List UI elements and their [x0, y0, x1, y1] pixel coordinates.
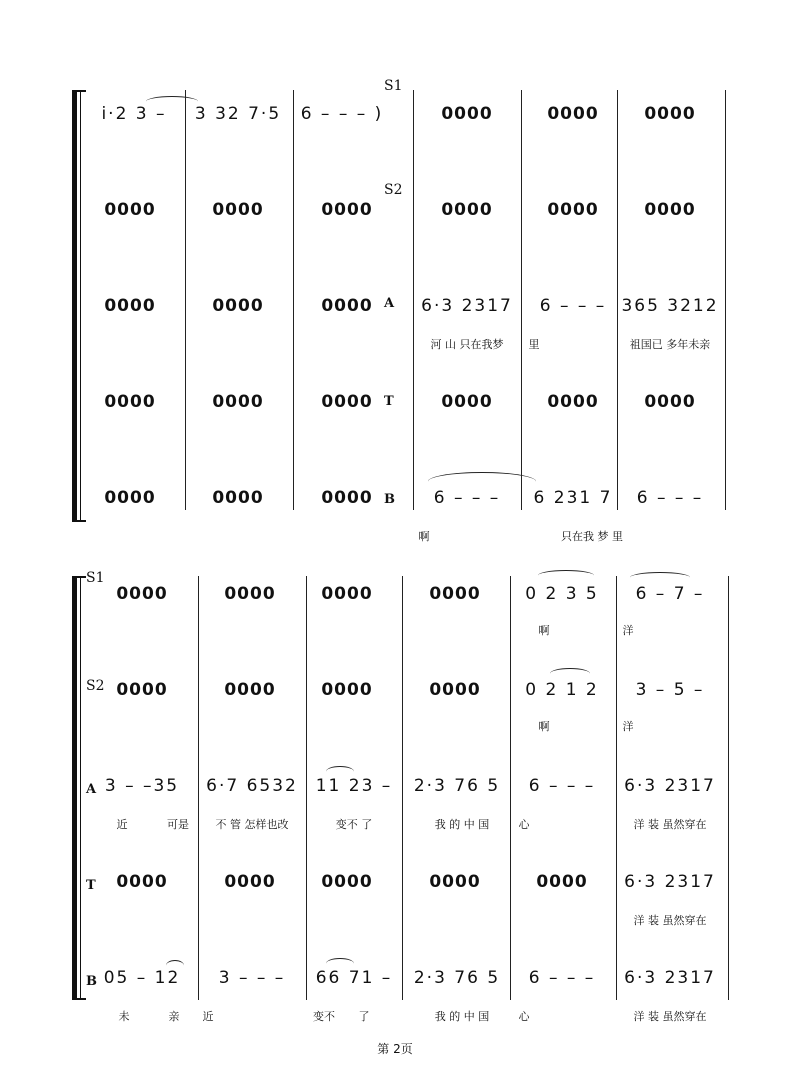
- rest-measure: 0000: [104, 488, 156, 508]
- rest-measure: 0000: [321, 200, 373, 220]
- rest-measure: 0000: [212, 200, 264, 220]
- measure-notes: 6 231 7: [533, 488, 613, 508]
- measure-notes: i·2 3 –: [101, 104, 167, 124]
- measure-notes: 3 – 5 –: [635, 680, 705, 700]
- lyric: 只在我 梦 里: [561, 530, 623, 543]
- measure-notes: 6 – 7 –: [635, 584, 705, 604]
- part-label-t: T: [86, 878, 96, 893]
- part-label-s2: S2: [86, 678, 105, 694]
- brace-cap-top: [72, 90, 86, 92]
- lyric: 洋 装 虽然穿在: [633, 818, 707, 831]
- lyric: 近: [116, 818, 128, 831]
- rest-measure: 0000: [321, 392, 373, 412]
- measure-notes: 2·3 76 5: [413, 776, 501, 796]
- part-label-t: T: [384, 394, 394, 409]
- part-label-b: B: [86, 974, 97, 989]
- part-label-a: A: [384, 296, 395, 311]
- lyric: 啊: [418, 530, 430, 543]
- rest-measure: 0000: [321, 488, 373, 508]
- barline: [306, 576, 307, 1000]
- lyric: 近: [202, 1010, 214, 1023]
- lyric: 里: [528, 338, 540, 351]
- rest-measure: 0000: [321, 584, 373, 604]
- measure-notes: 6 – – – ): [300, 104, 384, 124]
- measure-notes: 11 23 –: [315, 776, 393, 796]
- rest-measure: 0000: [321, 296, 373, 316]
- rest-measure: 0000: [224, 680, 276, 700]
- rest-measure: 0000: [116, 584, 168, 604]
- system-brace-line: [80, 576, 81, 1000]
- rest-measure: 0000: [547, 392, 599, 412]
- barline: [616, 576, 617, 1000]
- measure-notes: 0 2 3 5: [525, 584, 599, 604]
- rest-measure: 0000: [104, 392, 156, 412]
- lyric: 啊: [538, 624, 550, 637]
- rest-measure: 0000: [644, 104, 696, 124]
- measure-notes: 3 – –35: [104, 776, 180, 796]
- part-label-s1: S1: [86, 570, 105, 586]
- lyric: 亲: [168, 1010, 180, 1023]
- rest-measure: 0000: [212, 296, 264, 316]
- lyric: 洋: [622, 720, 634, 733]
- system-brace-line: [80, 90, 81, 522]
- rest-measure: 0000: [212, 488, 264, 508]
- lyric: 啊: [538, 720, 550, 733]
- rest-measure: 0000: [104, 200, 156, 220]
- rest-measure: 0000: [116, 680, 168, 700]
- measure-notes: 66 71 –: [315, 968, 393, 988]
- measure-notes: 05 – 12: [103, 968, 181, 988]
- measure-notes: 6·3 2317: [624, 776, 716, 796]
- system-brace: [72, 90, 77, 522]
- lyric: 洋 装 虽然穿在: [633, 914, 707, 927]
- lyric: 不 管 怎样也改: [215, 818, 289, 831]
- brace-cap-bottom: [72, 998, 86, 1000]
- lyric: 变不 了: [335, 818, 373, 831]
- rest-measure: 0000: [644, 200, 696, 220]
- rest-measure: 0000: [104, 296, 156, 316]
- rest-measure: 0000: [441, 200, 493, 220]
- rest-measure: 0000: [321, 680, 373, 700]
- measure-notes: 6·3 2317: [624, 872, 716, 892]
- slur: [538, 570, 594, 581]
- part-label-s1: S1: [384, 78, 403, 94]
- measure-notes: 365 3212: [621, 296, 719, 316]
- slur: [146, 96, 198, 107]
- measure-notes: 6 – – –: [528, 968, 596, 988]
- barline: [293, 90, 294, 510]
- rest-measure: 0000: [429, 584, 481, 604]
- lyric: 洋 装 虽然穿在: [633, 1010, 707, 1023]
- brace-cap-top: [72, 576, 86, 578]
- score-system-1: [72, 78, 732, 543]
- rest-measure: 0000: [116, 872, 168, 892]
- measure-notes: 0 2 1 2: [525, 680, 599, 700]
- barline: [413, 90, 414, 510]
- page-number: 第 2页: [377, 1042, 413, 1056]
- barline: [725, 90, 726, 510]
- lyric: 洋: [622, 624, 634, 637]
- measure-notes: 6 – – –: [636, 488, 704, 508]
- rest-measure: 0000: [644, 392, 696, 412]
- rest-measure: 0000: [212, 392, 264, 412]
- barline: [521, 90, 522, 510]
- measure-notes: 3 – – –: [218, 968, 286, 988]
- lyric: 变不: [313, 1010, 335, 1023]
- rest-measure: 0000: [429, 872, 481, 892]
- lyric: 河 山 只在我梦: [430, 338, 504, 351]
- slur: [630, 572, 690, 583]
- system-brace: [72, 576, 77, 1000]
- rest-measure: 0000: [429, 680, 481, 700]
- barline: [198, 576, 199, 1000]
- rest-measure: 0000: [441, 392, 493, 412]
- lyric: 祖国已 多年未亲: [629, 338, 711, 351]
- brace-cap-bottom: [72, 520, 86, 522]
- slur: [550, 668, 590, 679]
- rest-measure: 0000: [536, 872, 588, 892]
- barline: [402, 576, 403, 1000]
- part-label-s2: S2: [384, 182, 403, 198]
- measure-notes: 2·3 76 5: [413, 968, 501, 988]
- measure-notes: 6 – – –: [539, 296, 607, 316]
- lyric: 未: [118, 1010, 130, 1023]
- rest-measure: 0000: [441, 104, 493, 124]
- rest-measure: 0000: [321, 872, 373, 892]
- lyric: 可是: [167, 818, 189, 831]
- part-label-b: B: [384, 492, 395, 507]
- rest-measure: 0000: [224, 872, 276, 892]
- barline: [510, 576, 511, 1000]
- lyric: 心: [518, 818, 530, 831]
- barline: [728, 576, 729, 1000]
- measure-notes: 3 32 7·5: [194, 104, 282, 124]
- measure-notes: 6·3 2317: [421, 296, 513, 316]
- part-label-a: A: [86, 782, 97, 797]
- barline: [617, 90, 618, 510]
- measure-notes: 6·7 6532: [206, 776, 298, 796]
- rest-measure: 0000: [547, 200, 599, 220]
- measure-notes: 6·3 2317: [624, 968, 716, 988]
- lyric: 我 的 中 国: [434, 818, 490, 831]
- lyric: 我 的 中 国: [434, 1010, 490, 1023]
- rest-measure: 0000: [547, 104, 599, 124]
- lyric: 心: [518, 1010, 530, 1023]
- lyric: 了: [358, 1010, 370, 1023]
- rest-measure: 0000: [224, 584, 276, 604]
- measure-notes: 6 – – –: [528, 776, 596, 796]
- score-system-2: [72, 570, 732, 1023]
- measure-notes: 6 – – –: [433, 488, 501, 508]
- barline: [185, 90, 186, 510]
